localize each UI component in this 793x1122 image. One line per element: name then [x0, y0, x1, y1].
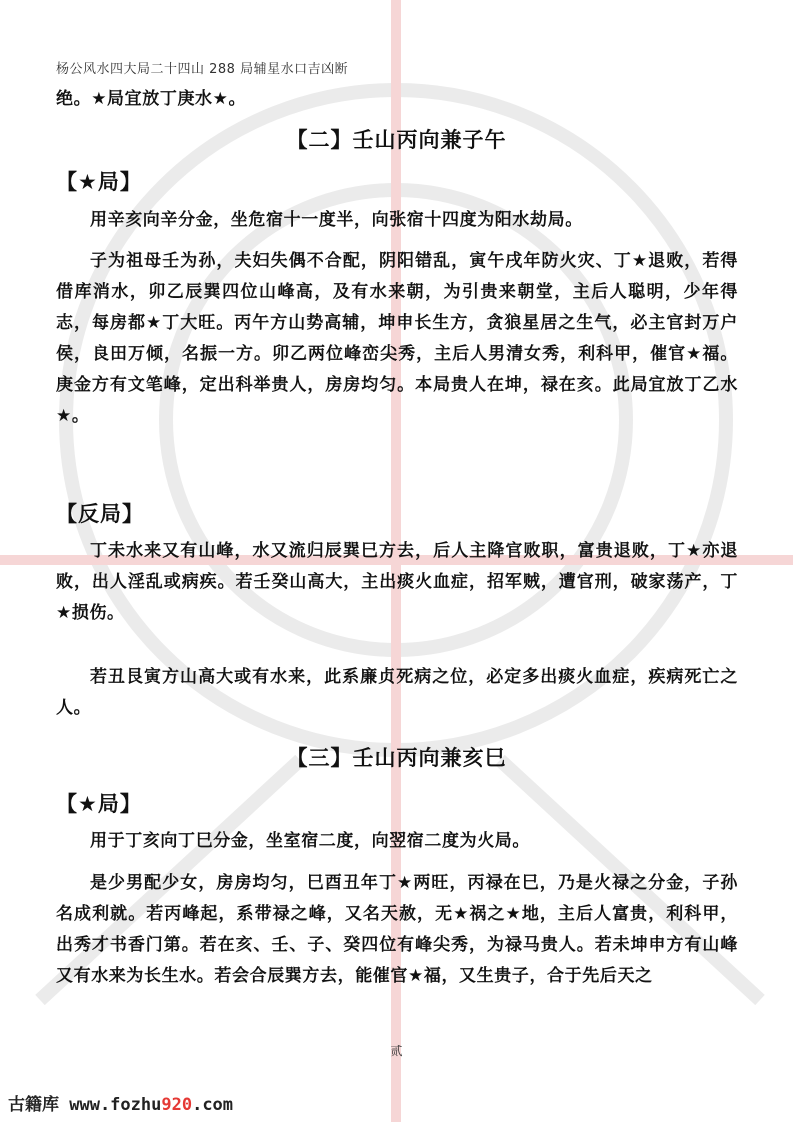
paragraph: 丁未水来又有山峰，水又流归辰巽巳方去，后人主降官败职，富贵退败，丁★亦退败，出人淫乱或病疾。若壬癸山高大，主出痰火血症，招军贼，遭官刑，破家荡产，丁★损伤。	[56, 541, 738, 623]
site-footer-prefix: 古籍库 www.fozhu	[8, 1095, 162, 1115]
fan-ju-label-2: 【反局】	[56, 502, 144, 526]
paragraph: 用于丁亥向丁巳分金，坐室宿二度，向翌宿二度为火局。	[90, 831, 530, 851]
page-number: 贰	[390, 1044, 403, 1058]
ji-ju-label-2: 【★局】	[56, 170, 142, 194]
paragraph: 若丑艮寅方山高大或有水来，此系廉贞死病之位，必定多出痰火血症，疾病死亡之人。	[56, 667, 738, 718]
running-header: 杨公风水四大局二十四山 288 局辅星水口吉凶断	[56, 62, 349, 77]
paragraph: 是少男配少女，房房均匀，巳酉丑年丁★两旺，丙禄在巳，乃是火禄之分金，子孙名成利就。若丙峰起，系带禄之峰，又名天赦，无★祸之★地，主后人富贵，利科甲，出秀才书香门第。若在亥、壬、子、癸四位有峰尖秀，为禄马贵人。若未坤申方有山峰又有水来为长生水。若会合辰巽方去，能催官★福，又生贵子，合于先后天之	[56, 873, 738, 986]
site-footer-number: 920	[161, 1095, 193, 1115]
section-heading-3: 【三】壬山丙向兼亥巳	[286, 746, 507, 770]
ji-ju-label-3: 【★局】	[56, 792, 142, 816]
section-heading-2: 【二】壬山丙向兼子午	[286, 128, 507, 152]
site-footer-link[interactable]	[8, 1090, 233, 1115]
paragraph: 用辛亥向辛分金，坐危宿十一度半，向张宿十四度为阳水劫局。	[90, 210, 583, 230]
paragraph: 子为祖母壬为孙，夫妇失偶不合配，阴阳错乱，寅午戌年防火灾、丁★退败，若得借库消水，卯乙辰巽四位山峰高，及有水来朝，为引贵来朝堂，主后人聪明，少年得志，每房都★丁大旺。丙午方山势高辅，坤申长生方，贪狼星居之生气，必主官封万户侯，良田万倾，名振一方。卯乙两位峰峦尖秀，主后人男清女秀，利科甲，催官★福。庚金方有文笔峰，定出科举贵人，房房均匀。本局贵人在坤，禄在亥。此局宜放丁乙水★。	[56, 251, 738, 426]
continuation-line: 绝。★局宜放丁庚水★。	[56, 89, 247, 109]
site-footer-suffix: .com	[192, 1095, 234, 1115]
